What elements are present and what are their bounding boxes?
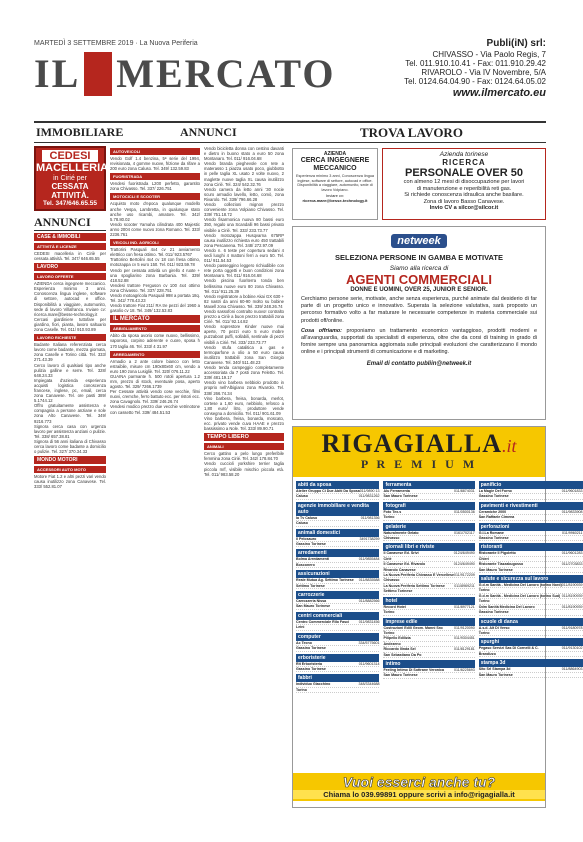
ad-cerco: Cerco lavoro di qualsiasi tipo anche pulizia galline e serre. Tel. 328/ 648.24.33	[34, 362, 106, 378]
ad-motore: Motore Fiat 1.2 e altri pezzi vari vendo causa inutilizzo zona Canavese. Tel. 333/ 552.81.07	[34, 474, 106, 490]
rigagialla-category: agenzie immobiliare e vendita auto	[296, 502, 379, 516]
netweek-ad[interactable]	[292, 226, 546, 420]
rigagialla-listing-name: Gassino Torinese	[296, 542, 326, 547]
rigagialla-premium: P R E M I U M	[360, 457, 478, 471]
rigagialla-listing[interactable]	[479, 568, 583, 573]
ad-trattorini: Trattorini Pasquali 4x4 cv 21 avviamento elettrico con fresa ottimo. Tel. 011/ 923.5767	[110, 247, 200, 258]
cedesi-ad-l2: MACELLERIA	[36, 162, 109, 174]
rigagialla-column	[479, 479, 583, 771]
ad-badante: Badante Italiana referenziata cerca lavoro come badante, mezza giornata, zona Caselle e Torino città. Tel. 333/ 271.43.39	[34, 342, 106, 363]
rigagialla-listing-name: Ciriè	[383, 556, 392, 561]
rigagialla-listing-phone: 0124/649490	[453, 562, 475, 567]
ad-stufa: Vendo stufa catalitica a gas e termoparfone a olio a 50 euro causa inutilizzo trattabili zona San Giorgio Canavese. Tel. 340/ 511.48.23	[204, 344, 284, 365]
ad-motozappa: Vendo motozappa Husqvarna 675RP causa inutilizzo richiesta euro 450 trattabili zona Pescanena. Tel. 348/ 272.97.09	[204, 232, 284, 248]
rigagialla-listing-name: Bolma Arredamenti	[296, 557, 330, 562]
rigagialla-category: hotel	[383, 597, 474, 605]
rigagialla-listing-name: Brandizzo	[478, 651, 496, 656]
rigagialla-listing-name: Odm Sanità Medicina Del Lavoro	[478, 604, 535, 609]
section-arredamento: ARREDAMENTO	[110, 351, 200, 358]
rigagialla-listing-name: Torino	[383, 610, 395, 615]
section-tempo-libero: TEMPO LIBERO	[204, 433, 284, 441]
rigagialla-listing[interactable]	[479, 515, 583, 520]
rigagialla-listing[interactable]	[479, 673, 583, 678]
ad-bicicletta: Vendo bicicletta donna con cestino davanti e dietro in buono stato a euro 50 zona Montanaro. Tel. 011/ 916.04.68	[204, 146, 284, 162]
rigagialla-category: animali domestici	[296, 529, 379, 537]
rigagialla-listing-name: Ristorante Il Pigoletto	[478, 551, 516, 556]
rigagialla-listing[interactable]	[479, 494, 583, 499]
netweek-title: AGENTI COMMERCIALI	[346, 272, 492, 287]
ad-trattore-fiat: Vendo trattore Fiat 211/ RA tre pezzi del 1960 a gasolio cv 18. Tel. 349/ 132.53.83	[110, 303, 200, 314]
logo-red-block	[84, 52, 112, 96]
ingegnere-desc: Esperienza minimo 3 anni, Conoscenza lingua inglese, software di settore, autocad e office. Disponibilità a viaggiare, automunito, sede di lavoro Volpiano.	[295, 174, 375, 192]
website-link[interactable]: www.ilmercato.eu	[452, 87, 546, 99]
rigagialla-listing-name: Costruzioni Edili Geom. Manni Snc	[383, 625, 443, 630]
cedesi-ad-l4: CESSATA	[51, 182, 89, 191]
ad-signora-2: Signora di 56 anni italiana di Chivasso cerca lavoro come badante a domicilio o pulizie. Tel. 327/ 370.34.33	[34, 438, 106, 455]
ad-signora-1: Signora cerca casa con urgenza lavoro per assistenza anziani o pulizie. Tel. 338/ 657.38.81	[34, 423, 106, 439]
rigagialla-listing-phone: 011/9120090	[454, 625, 475, 630]
rigagialla-listing-name: Reale Mutua Ag. Settimo Torinese	[296, 578, 354, 583]
ad-moto-epoca: Acquisto moto d'epoca qualunque modello anche Vespa, Lambretta, in qualunque stato anche uso ricambi, amatore. Tel. 342/ 5.78.80.02	[110, 201, 200, 222]
cedesi-ad-phone: Tel. 347/646.65.55	[42, 200, 98, 207]
rigagialla-listing-name: Carrozzeria Nissa	[296, 599, 327, 604]
rigagialla-ad	[292, 426, 583, 808]
rigagialla-listing[interactable]	[383, 673, 474, 678]
rigagialla-category: salute e sicurezza sul lavoro	[479, 575, 583, 583]
ad-piscina: Vendo piscina fuoriterra tonda ben bellissima nuove euro 80 zona Chivasso. Tel. 011/ 911.25.39	[204, 278, 284, 294]
ad-azienda: AZIENDA cerca ingegnere meccanico. Esperienza minimo 3 anni. Conoscenza lingua inglese, software di settore, autocad e office. Disponibilità a viaggiare, automunito, sede di lavoro Villafranca. Inviare cv: ricerca.mare@besse-technology.it	[34, 281, 106, 317]
section-mondo-motori: MONDO MOTORI	[34, 456, 106, 464]
rigagialla-listing-phone: 011/9130102	[561, 646, 583, 651]
rigagialla-listing-phone: 011/9833908	[561, 509, 583, 514]
rigagialla-listing-phone: 334/5775601	[358, 640, 380, 645]
rigagialla-listing-name: Pegaso Servizi Sas Di Cornelli & C.	[478, 646, 539, 651]
rigagialla-listing[interactable]	[383, 494, 474, 499]
netweek-p2: proponiamo un trattamento economico vantaggioso, prodotti moderni e all'avanguardia, supportati da specialisti di esperienza, oltre che da corsi di training in grado di fornire sempre una panoramica aggiornata sulle principali evoluzioni che caratterizzano il mondo online e i principali strumenti di comunicazione e di marketing.	[301, 327, 537, 356]
ad-offro: Offro gratuitamente assistenza e compagnia a persone anziane e sole zona Alto Canavese. Tel. 349/ 9216.773	[34, 403, 106, 424]
netweek-p2-lead: Cosa offriamo:	[301, 327, 342, 334]
rigagialla-listing-name: Torino	[478, 588, 490, 593]
netweek-who: DONNE E UOMINI, OVER 25, JUNIOR E SENIOR.	[350, 287, 488, 293]
ad-cedesi: CEDESI macelleria in Ciriè per cessata attività. Tel. 347/ 646.65.55	[34, 251, 106, 262]
rigagialla-listing-name: Bosconero	[296, 562, 315, 567]
nav-annunci[interactable]: ANNUNCI	[180, 125, 237, 139]
ingegnere-title2: MECCANICO	[313, 165, 357, 172]
rigagialla-category: giornali libri e riviste	[383, 543, 474, 551]
ingegnere-send: Inviare cv:	[325, 193, 345, 199]
annunci-heading: ANNUNCI	[34, 215, 106, 231]
column-1	[34, 146, 109, 808]
rigagialla-listing[interactable]	[479, 652, 583, 657]
section-motocicli: MOTOCICLI E SCOOTER	[110, 193, 200, 200]
nav-rule	[34, 142, 546, 143]
rigagialla-listing[interactable]	[383, 515, 474, 520]
rigagialla-listing-phone: 011/9890 13	[359, 489, 380, 493]
ad-impiegata: Impiegata d'azienda esperienza acquisti logistica conoscenza francese, inglese, pc, email, cerca zona Canavese. Tel. ore pasti 389/ 5.1744.12	[34, 377, 106, 404]
cedesi-ad-l5: ATTIVITÀ.	[51, 191, 89, 200]
rigagialla-listing-name: San Mauro Torinese	[296, 604, 331, 609]
ad-fuoristrada: Vendesi fuoristrada L200 perfetto, garantito zona Chivasso. Tel. 337/ 226.751	[110, 181, 200, 192]
rigagialla-listing-name: Foto Tex.s	[383, 509, 402, 514]
rigagialla-listing-name: Ristorante Tiazzabugosso	[478, 562, 524, 567]
rigagialla-column	[296, 479, 379, 771]
rigagialla-listing-phone: 011/8190939	[561, 593, 583, 598]
ad-abito-sposa: Abito da sposa avorio come nuovo, bellissimo, vaporoso, corpino aderente e cuore, sposa h 170 taglia 46. Tel. 333/ 4 31.97	[110, 333, 200, 349]
ad-collezioni: Vendo collezioni mignon prezzo conveniente zona Volpiano Chivasso. Tel. 339/ 751.18.72	[204, 202, 284, 218]
rigagialla-listing-name: G.d.m Sanità - Medicina Del Lavoro (torino Nord)	[478, 583, 562, 588]
over50-ad[interactable]	[382, 148, 546, 220]
rigagialla-listing[interactable]	[383, 536, 474, 541]
rigagialla-listing[interactable]	[296, 584, 379, 589]
rigagialla-listing-phone: 011/9831262	[358, 494, 380, 499]
rigagialla-listing[interactable]	[479, 536, 583, 541]
rigagialla-listing-name: G.d.m Sanità - Medicina Del Lavoro (torino Sud)	[478, 593, 561, 598]
rigagialla-category: erboristerie	[296, 654, 379, 662]
rigagialla-listing[interactable]	[296, 563, 379, 568]
masthead-date: MARTEDÌ 3 SETTEMBRE 2019 · La Nuova Periferia	[34, 40, 198, 47]
section-il-mercato: IL MERCATO	[110, 315, 200, 323]
rigagialla-category: ferramenta	[383, 481, 474, 489]
ad-vino-freisa: Vino barbera, freisa, bonarda, merlot, cortese a 1,60 euro, nebbiolo, refosco a 1,80 euro/ litro, produttore vende consegna a domicilio. Tel. 011/ 901.61.09	[204, 395, 284, 416]
rigagialla-category: stampa 3d	[479, 659, 583, 667]
ad-armadio: Armadio a 2 ante colore bianco con letto estraibile, misure cm 190x80x60 cm, vendo a euro 190 zona Lusigliè. Tel. 320/ 076.11.22	[110, 358, 200, 374]
netweek-sub: Siamo alla ricerca di	[389, 265, 449, 272]
ad-cessate-attivita: Per Cessate attività vendo cose vecchie, filmi nuovi, cremche, ferro battuto ecc. per ristori ecc. zona Cavagnolo. Tel. 339/ 246.26.74	[110, 389, 200, 405]
rigagialla-listing-name: Il Pelosauro	[296, 536, 317, 541]
section-animali: ANIMALI	[204, 443, 284, 450]
rigagialla-listing[interactable]	[479, 631, 583, 636]
rigagialla-listing[interactable]	[296, 494, 379, 499]
publisher-addr3: RIVAROLO - Via IV Novembre, 5/A	[421, 68, 546, 77]
ingegnere-email[interactable]: ricerca.mare@besse-technology.it	[302, 198, 368, 204]
ad-tenda: Vendo tenda campeggio completamente accessoriata da 7 posti zona Feletto. Tel. 339/ 481.19.17	[204, 365, 284, 381]
rigagialla-listing-phone: 011/8882566	[358, 599, 380, 604]
rigagialla-listing-name: Il Canavese Ed. Srlvi	[383, 551, 419, 556]
ad-sorprese-kinder: Vendo soprestore Kinder nuove mai aperte, 70 pezzi euro 5 euro mobre puzzaboot puffi, sollabili, sentinale di pezzi visibili a Cirié. Tel. 333/ 233.73.77	[204, 324, 284, 345]
rigagialla-category: computer	[296, 633, 379, 641]
column-3	[204, 146, 284, 808]
ingegnere-title1: CERCA INGEGNERE	[300, 157, 370, 164]
section-abbigliamento: ABBIGLIAMENTO	[110, 325, 200, 332]
rigagialla-listing[interactable]	[296, 604, 379, 609]
over50-l2: di manutenzione e reperibilità reti gas.	[416, 185, 512, 192]
rigagialla-listing[interactable]	[296, 521, 379, 526]
rigagialla-listing-phone: 011/9304451	[454, 636, 475, 641]
over50-cv[interactable]: Invio CV a silcor@silcor.it	[429, 205, 499, 212]
rigagialla-listing-name: Rivarolo Canavese	[383, 567, 416, 572]
section-case-immobili: CASE & IMMOBILI	[34, 233, 106, 241]
rigagialla-listing-phone: 011/8225693	[454, 667, 475, 672]
rigagialla-listing-name: Torino	[383, 630, 395, 635]
ad-cercasi: Cercasi giardiniere tuttofare per giardino, fiori, pianta, lavoro saltuario zona Caselle. Tel. 011/ 910.93.89	[34, 316, 106, 333]
ad-trattorino-bertolini: Trattorino Bertolini 4x4 cv 18 con fresa ottimo, motozappa cv 5 euro 150. Tel. 011/ 923.59.78	[110, 257, 200, 268]
rigagialla-listing-phone: 011/0500136	[454, 509, 475, 514]
rigagialla-listing-name: Settimo Torinese	[383, 589, 413, 594]
rigagialla-listing-phone: 011/981356	[360, 515, 380, 520]
rigagialla-listing-name: Gassino Torinese	[478, 610, 509, 615]
rigagialla-category: pavimenti e rivestimenti	[479, 502, 583, 510]
rigagialla-category: abiti da sposa	[296, 481, 379, 489]
rigagialla-logo: RIGAGIALLA	[321, 429, 502, 458]
rigagialla-category: fabbri	[296, 674, 379, 682]
masthead-rule	[34, 121, 546, 123]
rigagialla-listing[interactable]	[296, 667, 379, 672]
rigagialla-listing-name: Caluso	[296, 521, 308, 526]
rigagialla-listing-name: Chieri	[478, 556, 489, 561]
netweek-headline: SELEZIONA PERSONE IN GAMBA E MOTIVATE	[335, 253, 503, 262]
rigagialla-listing-name: La Magie Del Forno	[478, 489, 512, 493]
rigagialla-listing-phone: 0124/649490	[453, 551, 475, 556]
over50-pre: Azienda torinese	[439, 151, 489, 158]
rigagialla-listing[interactable]	[296, 625, 379, 630]
ad-vetrinotone: Vendesi modico prezzo due vecchie vetrinotone con cassetto Tel. 339/ 484.51.53	[110, 404, 200, 415]
ad-passeggino: Vendo passeggino leggero richiudibile con rete porta oggetti e buon condizioni zona Montanaro. Tel. 011/ 916.04.68	[204, 263, 284, 279]
rigagialla-listing-phone: 011/8864903	[561, 667, 583, 672]
rigagialla-listing-name: Atelier Gruppo Ci Due Abiti Da Sposa	[296, 489, 360, 493]
rigagialla-listing-name: San Mauro Torinese	[478, 567, 513, 572]
ad-golf: Vendo Golf 1.4 benzina, 5ª serie del 1994, revisionata, 4 gomme nuove, frizione da rifare a 200 euro zona Caluso. Tel. 349/ 132.59.83	[110, 156, 200, 172]
masthead-logo	[34, 52, 335, 96]
rigagialla-listing-phone: 011/9601833	[561, 489, 583, 493]
cedesi-ad-l3: in Cirié per	[53, 175, 87, 182]
over50-l1: con almeno 12 mesi di disoccupazione per lavori	[403, 179, 525, 185]
rigagialla-listing-name: Torino	[296, 687, 307, 692]
rigagialla-listing-name: Rit Erboristeria	[296, 661, 322, 666]
over50-l4: Zona di lavoro Basso Canavese.	[423, 198, 505, 205]
rigagialla-category: carrozzerie	[296, 591, 379, 599]
rigagialla-listing-phone: 011/9180978	[561, 625, 583, 630]
rigagialla-listing-name: Ceramiche 2000	[478, 509, 507, 514]
ad-motoagricola: Vendo motoagricola Pasquali 998 a portata 18q. Tel. 342/ 778.43.23	[110, 292, 200, 304]
cedesi-ad[interactable]	[34, 146, 109, 211]
ad-gattino: Cerco gattino a pelo lungo preferibile femmina zona Cirié. Tel. 342/ 178.84.70	[204, 451, 284, 462]
section-lavoro: LAVORO	[34, 263, 106, 271]
rigagialla-listing-name: Individuo Giacchino	[296, 682, 331, 687]
rigagialla-listing-name: G.I.La Romane	[478, 530, 504, 535]
rigagialla-listing-phone: 011/9831456	[358, 619, 380, 624]
netweek-p1: Cerchiamo persone serie, motivate, anche senza esperienza, purché animate dal desiderio di far parte di un progetto unico e innovativo. Superata la selezione valutativa, sarà proposto un percorso formativo volto a far maturare le necessarie competenze in materia commerciale sui prodotti off/online.	[301, 296, 537, 324]
rigagialla-listing-name: Andezeno	[383, 641, 401, 646]
nav-immobiliare[interactable]: IMMOBILIARE	[36, 125, 124, 139]
rigagialla-listing-name: Sito Srl Stampa 3d	[478, 667, 511, 672]
ad-vino-moscato: Vino barbera, freisa, bonarda, moscato, ecc. privato vende cuva HAAE e prezzo bassissimo a Nole. Tel. 333/ 89.90.71	[204, 415, 284, 432]
rigagialla-listing-phone: 011/8969211	[454, 583, 475, 588]
publisher-addr1: CHIVASSO - Via Paolo Regis, 7	[432, 50, 546, 59]
rigagialla-listing-name: Ia Tv Caluso	[296, 515, 318, 520]
rigagialla-listing-phone: 011/8190939	[561, 604, 583, 609]
rigagialla-category: ristoranti	[479, 543, 583, 551]
netweek-logo: netweek	[391, 234, 446, 248]
ingegnere-azienda: AZIENDA	[323, 151, 347, 157]
ad-girello: Vendo per cessata attività un girello 4 ruote + una spogliarino zona Barbania. Tel. 339/ 418.52.88	[110, 267, 200, 283]
rigagialla-category: arredamenti	[296, 549, 379, 557]
rigagialla-listing-phone: 348/3344688	[358, 682, 380, 687]
section-fuoristrada: FUORISTRADA	[110, 173, 200, 180]
ad-sassofoni: Vendo sassofoni contralto nuovo! contralto prezzo a Ciriè a buon prezzo trattabili zona Cirié. Tel. 011/ 92.14.82	[204, 309, 284, 325]
rigagialla-listing-name: Gassino Torinese	[478, 536, 509, 541]
section-lavoro-richieste: LAVORO RICHIESTE	[34, 334, 106, 341]
rigagialla-category: centri commerciali	[296, 612, 379, 620]
ad-branda: Vendo branda pieghevole con rete a materasso 1 piazza usato poco, giubbotto in pelle taglia XL usato 2 volte nuovo, 2 maglette nuove taglia XL causa inutilizzo zona Cirié. Tel. 324/ 542.32.76	[204, 161, 284, 187]
column-2	[110, 146, 200, 808]
rigagialla-listing-phone: 011/8190939	[561, 583, 583, 588]
nav-trova-lavoro[interactable]: TROVA LAVORO	[360, 125, 463, 140]
rigagialla-listing-name: Ac Tecno	[296, 640, 312, 645]
rigagialla-listing-phone: 011/9172209	[454, 573, 475, 578]
rigagialla-listing-name: Torino	[478, 630, 490, 635]
section-autoveicoli: AUTOVEICOLI	[110, 148, 200, 155]
section-attivita: ATTIVITÀ E LICENZE	[34, 243, 106, 250]
rigagialla-listing-phone: 011/8129181	[454, 647, 475, 652]
publisher-addr2: Tel. 011.910.10.41 - Fax: 011.910.29.42	[405, 59, 546, 68]
rigagialla-listing-name: Torino	[383, 515, 395, 520]
ad-teste: Vendo n. 6 teste per copertura sedani 4 sedi luoghi 4 mattoni ferri a euro 50. Tel. 011/ 911.54.53	[204, 247, 284, 264]
rigagialla-listing-name: Alu Ferramenta	[383, 489, 410, 493]
rigagialla-listing-name: La Nuova Periferia Settimo Torinese	[383, 583, 445, 588]
rigagialla-listing-phone: 011/2703833	[561, 562, 583, 567]
rigagialla-listing-phone: 011/8835588	[358, 578, 380, 583]
rigagialla-listing-name: San Raffaele Cimena	[478, 515, 515, 520]
rigagialla-listing-phone: 011/9601314	[358, 661, 380, 666]
rigagialla-listing-name: Riccardo Ilinda Sel	[383, 647, 416, 652]
rigagialla-listing-phone: 011/9960211	[562, 530, 583, 535]
rigagialla-listing-name: Feeling Intimo Di Sottrane Veronica	[383, 667, 444, 672]
rigagialla-banner[interactable]	[293, 773, 545, 801]
ingegnere-ad[interactable]	[292, 148, 378, 220]
ad-scooter: Vendo scooter Yamaha cilindrata 400 Majestic anno 2004 come nuovo zona Romano. Tel. 333/ 2236.761	[110, 221, 200, 238]
rigagialla-listing-name: Centro Commerciale Rilo Fasci	[296, 619, 350, 624]
rigagialla-listing-name: San Mauro Torinese	[478, 672, 513, 677]
rigagialla-banner-call: Chiama lo 039.99891 oppure scrivi a info@rigagialla.it	[293, 790, 545, 799]
publisher-name: Publi(iN) srl:	[486, 38, 546, 49]
rigagialla-listing-name: Caluso	[296, 494, 308, 499]
rigagialla-listing-name: Gassino Torinese	[296, 666, 326, 671]
rigagialla-listing-name: San Sebastiano Da Po	[383, 652, 422, 657]
rigagialla-category: fotografi	[383, 502, 474, 510]
rigagialla-listing-phone: 011/9855484	[358, 557, 380, 562]
section-veicoli-agricoli: VEICOLI IND. AGRICOLI	[110, 239, 200, 246]
rigagialla-category: perforazioni	[479, 523, 583, 531]
rigagialla-category: panificio	[479, 481, 583, 489]
rigagialla-listing-name: Leinì	[296, 625, 305, 630]
ad-guaina: GUAINA parmante h. 500 rotoli apertura 1.2 mm, prezzo di stock, eventuale posa, aperto agosto. Tel. 329/ 7266.1739	[110, 373, 200, 390]
rigagialla-listing-name: Il Canavese Ed. Rivarolo	[383, 562, 426, 567]
rigagialla-listing-name: Chivasso	[383, 578, 400, 583]
rigagialla-listing[interactable]	[479, 610, 583, 615]
ad-registratore: Vendo registratore a bobine Akai GX 630 + 82 nastri da anni 60-90 molto su bobine Maxell zona Chivasso. Tel. 339/ 248.26.74	[204, 293, 284, 309]
rigagialla-listing-name: Settimo Torinese	[296, 583, 325, 588]
rigagialla-category: imprese edile	[383, 618, 474, 626]
publisher-addr4: Tel. 0124.64.04.90 - Fax: 0124.64.05.02	[404, 77, 546, 86]
rigagialla-category: intimo	[383, 660, 474, 668]
rigagialla-listing[interactable]	[296, 646, 379, 651]
rigagialla-listing-name: San Mauro Torinese	[383, 673, 418, 678]
rigagialla-listing-phone: 3491738259	[359, 536, 380, 541]
rigagialla-listing-name: San Mauro Torinese	[383, 494, 418, 499]
ad-camera-letto: Vendo camera da letto anni '30 nocie scuro armadio lavello, letto, comò, zona Rivarolo. Tel. 339/ 796.66.28	[204, 186, 284, 202]
rigagialla-listing[interactable]	[383, 653, 474, 658]
rigagialla-category: scuole di danza	[479, 618, 583, 626]
rigagialla-listing-name: La Nuova Periferia Chivasso E Vercellese	[383, 573, 454, 578]
publisher-block	[404, 38, 546, 100]
rigagialla-listing[interactable]	[296, 688, 379, 693]
over50-l3: Si richiede conoscenza idraulica anche basilare.	[404, 192, 524, 199]
logo-mercato: MERCATO	[116, 51, 336, 96]
rigagialla-category: assicurazioni	[296, 570, 379, 578]
over50-ricerca: RICERCA	[442, 158, 486, 167]
rigagialla-category: gelaterie	[383, 523, 474, 531]
masthead	[34, 38, 546, 126]
rigagialla-listing-phone: 011/8977121	[454, 604, 475, 609]
over50-title: PERSONALE OVER 50	[405, 167, 523, 179]
rigagialla-listing-name: Gassino Torinese	[296, 646, 326, 651]
rigagialla-category: spurghi	[479, 638, 583, 646]
rigagialla-directory	[293, 477, 583, 773]
rigagialla-listing-name: Naturalmente Gelato	[383, 530, 419, 535]
ad-ferguson: Vendesi trattore Ferguson cv 100 4x4 ottimo zona Chivasso. Tel. 337/ 228.751	[110, 282, 200, 293]
section-accessori-auto: ACCESSORI AUTO MOTO	[34, 466, 106, 473]
netweek-email[interactable]: Email di contatto publiin@netweek.it	[366, 360, 472, 367]
rigagialla-listing-name: Pilipello Edilizia	[383, 636, 411, 641]
ad-vino-barbera: Vendo vino barbera nebbiolo prodotto in proprio nell'Albigiano zona Rivarolo. Tel. 338/ 266.74.34	[204, 380, 284, 396]
rigagialla-header	[293, 427, 545, 477]
rigagialla-listing-name: Gassino Torinese	[478, 494, 509, 499]
rigagialla-listing[interactable]	[383, 589, 474, 594]
rigagialla-banner-question: Vuoi esserci anche tu?	[342, 774, 496, 790]
rigagialla-listing[interactable]	[383, 610, 474, 615]
ad-cuccioli: Vendo cuccioli yorkshire terrier taglia piccola m/f, visibile mischio piccola età. Tel. 011/ 983.58.20	[204, 461, 284, 477]
rigagialla-listing-name: Torino	[478, 599, 490, 604]
ad-fisarmonica: Vendo fisarmonica nuova 80 bassi euro 350, regalo una Scandalli 96 bassi privato visibile a Cirié. Tel. 333/ 233.73.77	[204, 217, 284, 233]
section-lavoro-offerte: LAVORO OFFERTE	[34, 273, 106, 280]
rigagialla-column	[383, 479, 474, 771]
rigagialla-listing-name: Chivasso	[383, 536, 400, 541]
rigagialla-listing-phone: 011/8874031	[454, 489, 475, 493]
logo-il: IL	[34, 51, 81, 96]
rigagialla-listing[interactable]	[296, 542, 379, 547]
rigagialla-logo-it: .it	[501, 436, 517, 456]
rigagialla-listing-phone: 0161/702117	[454, 530, 475, 535]
cedesi-ad-l1: CEDESI	[42, 150, 98, 162]
rigagialla-listing-name: Record Hotel	[383, 604, 406, 609]
rigagialla-listing-phone: 011/9601283	[561, 551, 583, 556]
netweek-p2-block	[301, 328, 537, 357]
rigagialla-listing-name: A.s.d. Alt Di Verso	[478, 625, 510, 630]
